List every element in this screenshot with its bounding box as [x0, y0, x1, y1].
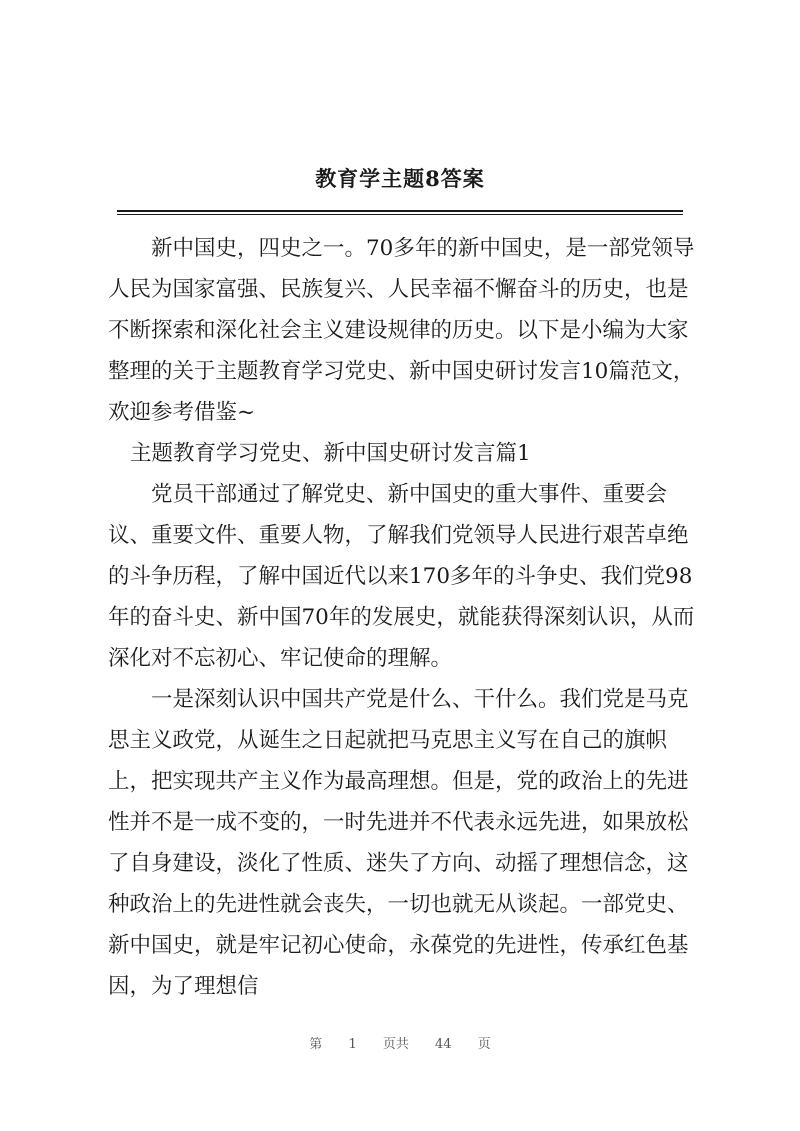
footer-prefix: 第 [309, 1037, 323, 1052]
intro-paragraph: 新中国史，四史之一。70多年的新中国史，是一部党领导人民为国家富强、民族复兴、人民幸福不懈奋斗的历史，也是不断探索和深化社会主义建设规律的历史。以下是小编为大家整理的关于主题教育学习党史、新中国史研讨发言10篇范文，欢迎参考借鉴~ [108, 236, 695, 425]
section-heading: 主题教育学习党史、新中国史研讨发言篇1 [130, 441, 531, 466]
body-paragraph: 党员干部通过了解党史、新中国史的重大事件、重要会议、重要文件、重要人物，了解我们党领导人民进行艰苦卓绝的斗争历程，了解中国近代以来170多年的斗争史、我们党98年的奋斗史、新中国70年的发展史，就能获得深刻认识，从而深化对不忘初心、牢记使命的理解。 [108, 482, 695, 671]
document-body [108, 228, 708, 1007]
footer-page-number: 1 [348, 1037, 357, 1052]
page-footer [0, 1033, 800, 1052]
footer-middle: 页共 [382, 1037, 409, 1052]
title-divider-thin [117, 214, 683, 215]
body-paragraph: 一是深刻认识中国共产党是什么、干什么。我们党是马克思主义政党，从诞生之日起就把马克思主义写在自己的旗帜上，把实现共产主义作为最高理想。但是，党的政治上的先进性并不是一成不变的，一时先进并不代表永远先进，如果放松了自身建设，淡化了性质、迷失了方向、动摇了理想信念，这种政治上的先进性就会丧失，一切也就无从谈起。一部党史、新中国史，就是牢记初心使命，永葆党的先进性，传承红色基因，为了理想信 [108, 687, 689, 999]
document-title: 教育学主题8答案 [315, 166, 485, 191]
footer-total-pages: 44 [435, 1037, 452, 1052]
footer-suffix: 页 [477, 1037, 491, 1052]
title-divider [117, 210, 683, 212]
